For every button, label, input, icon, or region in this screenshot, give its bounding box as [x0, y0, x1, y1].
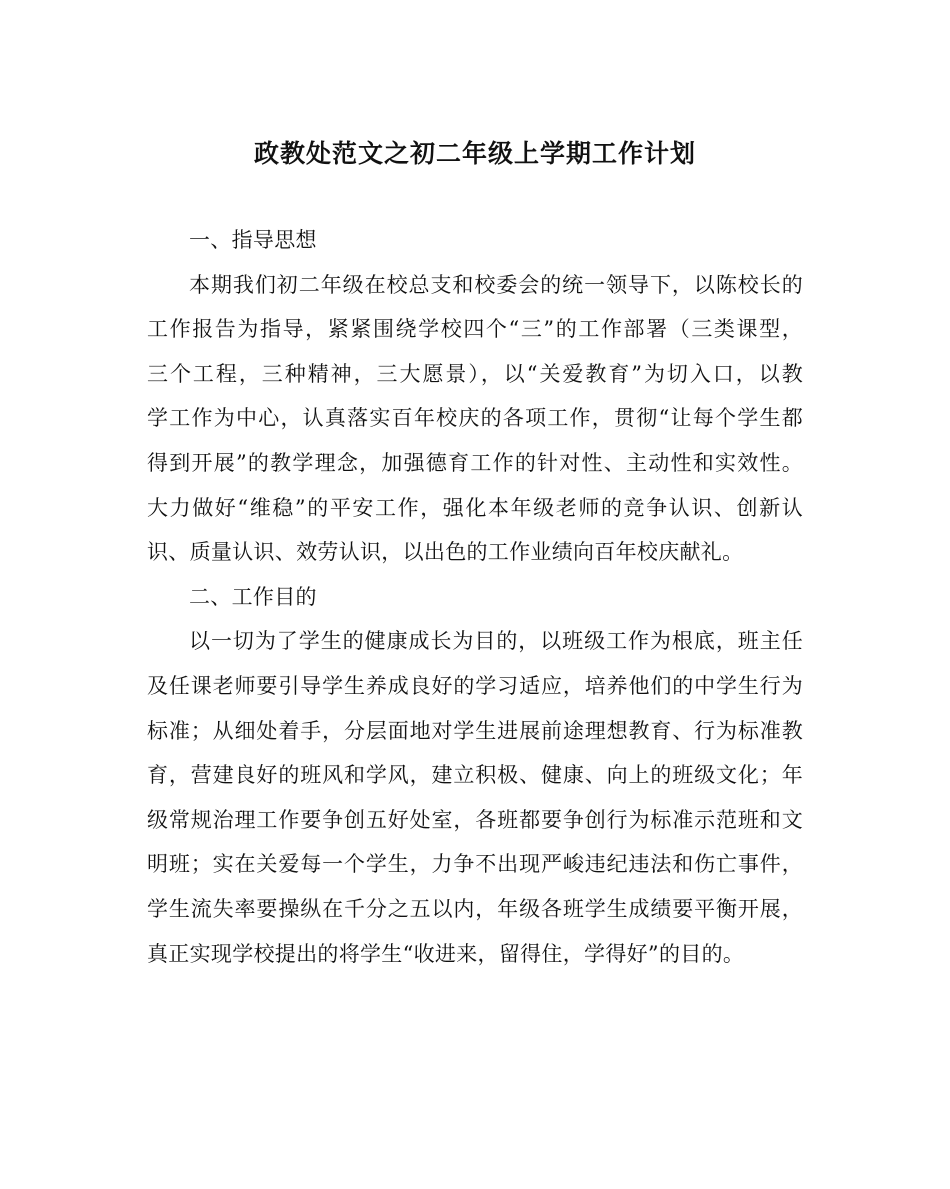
document-body: [147, 218, 803, 976]
paragraph-line: 育，营建良好的班风和学风，建立积极、健康、向上的班级文化；年: [147, 763, 803, 788]
paragraph-line: 学工作为中心，认真落实百年校庆的各项工作，贯彻“让每个学生都: [147, 406, 803, 431]
paragraph-line: 标准；从细处着手，分层面地对学生进展前途理想教育、行为标准教: [147, 718, 803, 743]
paragraph-line: 学生流失率要操纵在千分之五以内，年级各班学生成绩要平衡开展，: [147, 896, 803, 921]
paragraph-line: 三个工程，三种精神，三大愿景），以“关爱教育”为切入口，以教: [147, 361, 803, 386]
section-heading-work-goals: 二、工作目的: [189, 584, 317, 609]
paragraph-line: 得到开展”的教学理念，加强德育工作的针对性、主动性和实效性。: [147, 450, 803, 475]
section-paragraph-guiding-ideology: [147, 263, 803, 575]
section-heading-guiding-ideology: 一、指导思想: [189, 228, 317, 252]
paragraph-line: 以一切为了学生的健康成长为目的，以班级工作为根底，班主任: [189, 629, 803, 654]
paragraph-line: 大力做好“维稳”的平安工作，强化本年级老师的竞争认识、创新认: [147, 495, 803, 520]
paragraph-line: 工作报告为指导，紧紧围绕学校四个“三”的工作部署（三类课型，: [147, 317, 803, 342]
paragraph-line: 识、质量认识、效劳认识，以出色的工作业绩向百年校庆献礼。: [147, 540, 744, 565]
document-title: 政教处范文之初二年级上学期工作计划: [253, 139, 696, 168]
paragraph-line: 及任课老师要引导学生养成良好的学习适应，培养他们的中学生行为: [147, 673, 803, 698]
paragraph-line: 本期我们初二年级在校总支和校委会的统一领导下，以陈校长的: [189, 272, 803, 297]
paragraph-line: 明班；实在关爱每一个学生，力争不出现严峻违纪违法和伤亡事件，: [147, 852, 803, 877]
section-paragraph-work-goals: [147, 619, 803, 976]
paragraph-line: 级常规治理工作要争创五好处室，各班都要争创行为标准示范班和文: [147, 807, 803, 832]
paragraph-line: 真正实现学校提出的将学生“收进来，留得住，学得好”的目的。: [147, 941, 745, 966]
